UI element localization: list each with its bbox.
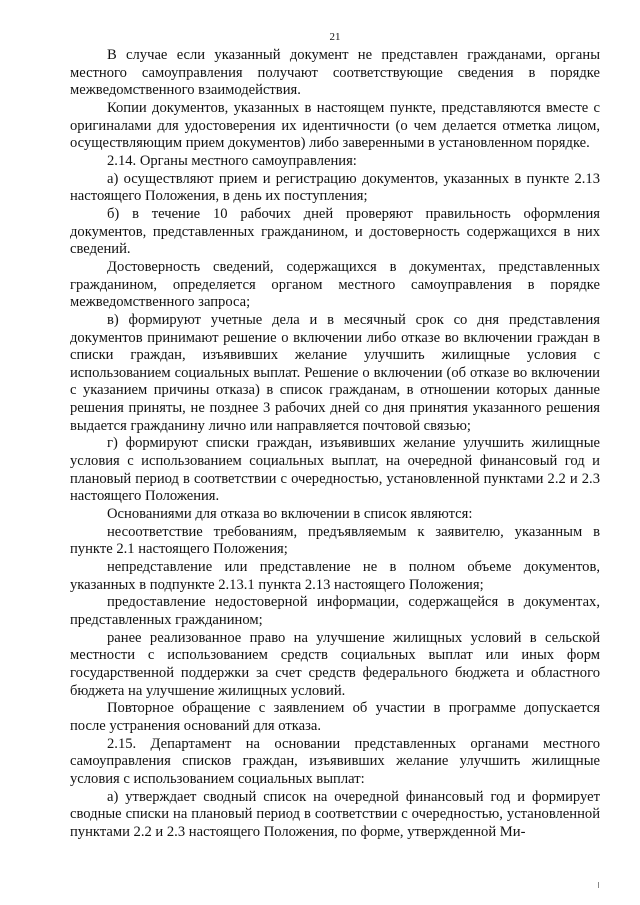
scan-mark [598, 882, 599, 888]
paragraph: Повторное обращение с заявлением об участии в программе допускается после устранения оснований для отказа. [70, 700, 600, 734]
paragraph: Основаниями для отказа во включении в список являются: [107, 506, 473, 523]
list-item: предоставление недостоверной информации, содержащейся в документах, представленных гражданином; [70, 594, 600, 628]
paragraph: Копии документов, указанных в настоящем пункте, представляются вместе с оригиналами для удостоверения их идентичности (о чем делается отметка лицом, осуществляющим прием документов) либо заверенными в установленном порядке. [70, 99, 600, 152]
list-item: г) формируют списки граждан, изъявивших желание улучшить жилищные условия с использованием социальных выплат, на очередной финансовый год и плановый период в соответствии с очередностью, установленной пунктами 2.2 и 2.3 настоящего Положения. [70, 435, 600, 505]
paragraph: Достоверность сведений, содержащихся в документах, представленных гражданином, определяется органом местного самоуправления в порядке межведомственного запроса; [70, 258, 600, 311]
section-heading: 2.14. Органы местного самоуправления: [107, 152, 357, 169]
list-item: в) формируют учетные дела и в месячный срок со дня представления документов принимают решение о включении либо отказе во включении граждан в списки граждан, изъявивших желание улучшить жилищные условия с использованием социальных выплат. Решение о включении (об отказе во включении с указанием причины отказа) в список гражданам, в отношении которых данные решения приняты, не позднее 3 рабочих дней со дня принятия указанного решения выдается гражданину лично или направляется почтовой связью; [70, 311, 600, 434]
section-heading: 2.15. Департамент на основании представленных органами местного самоуправления списков граждан, изъявивших желание улучшить жилищные условия с использованием социальных выплат: [70, 735, 600, 787]
document-page [70, 30, 600, 842]
page-number: 21 [329, 31, 341, 43]
list-item: несоответствие требованиям, предъявляемым к заявителю, указанным в пункте 2.1 настоящего Положения; [70, 523, 600, 558]
list-item: б) в течение 10 рабочих дней проверяют правильность оформления документов, представленных гражданином, и достоверность содержащихся в них сведений. [70, 205, 600, 258]
list-item: а) утверждает сводный список на очередной финансовый год и формирует сводные списки на плановый период в соответствии с очередностью, установленной пунктами 2.2 и 2.3 настоящего Положения, по форме, утвержденной Ми- [70, 788, 600, 840]
paragraph: В случае если указанный документ не представлен гражданами, органы местного самоуправления получают соответствующие сведения в порядке межведомственного взаимодействия. [70, 47, 600, 99]
list-item: а) осуществляют прием и регистрацию документов, указанных в пункте 2.13 настоящего Положения, в день их поступления; [70, 170, 600, 205]
list-item: ранее реализованное право на улучшение жилищных условий в сельской местности с использованием средств социальных выплат или иных форм государственной поддержки за счет средств федерального бюджета и областного бюджета на улучшение жилищных условий. [70, 629, 600, 699]
list-item: непредставление или представление не в полном объеме документов, указанных в подпункте 2.13.1 пункта 2.13 настоящего Положения; [70, 559, 600, 593]
